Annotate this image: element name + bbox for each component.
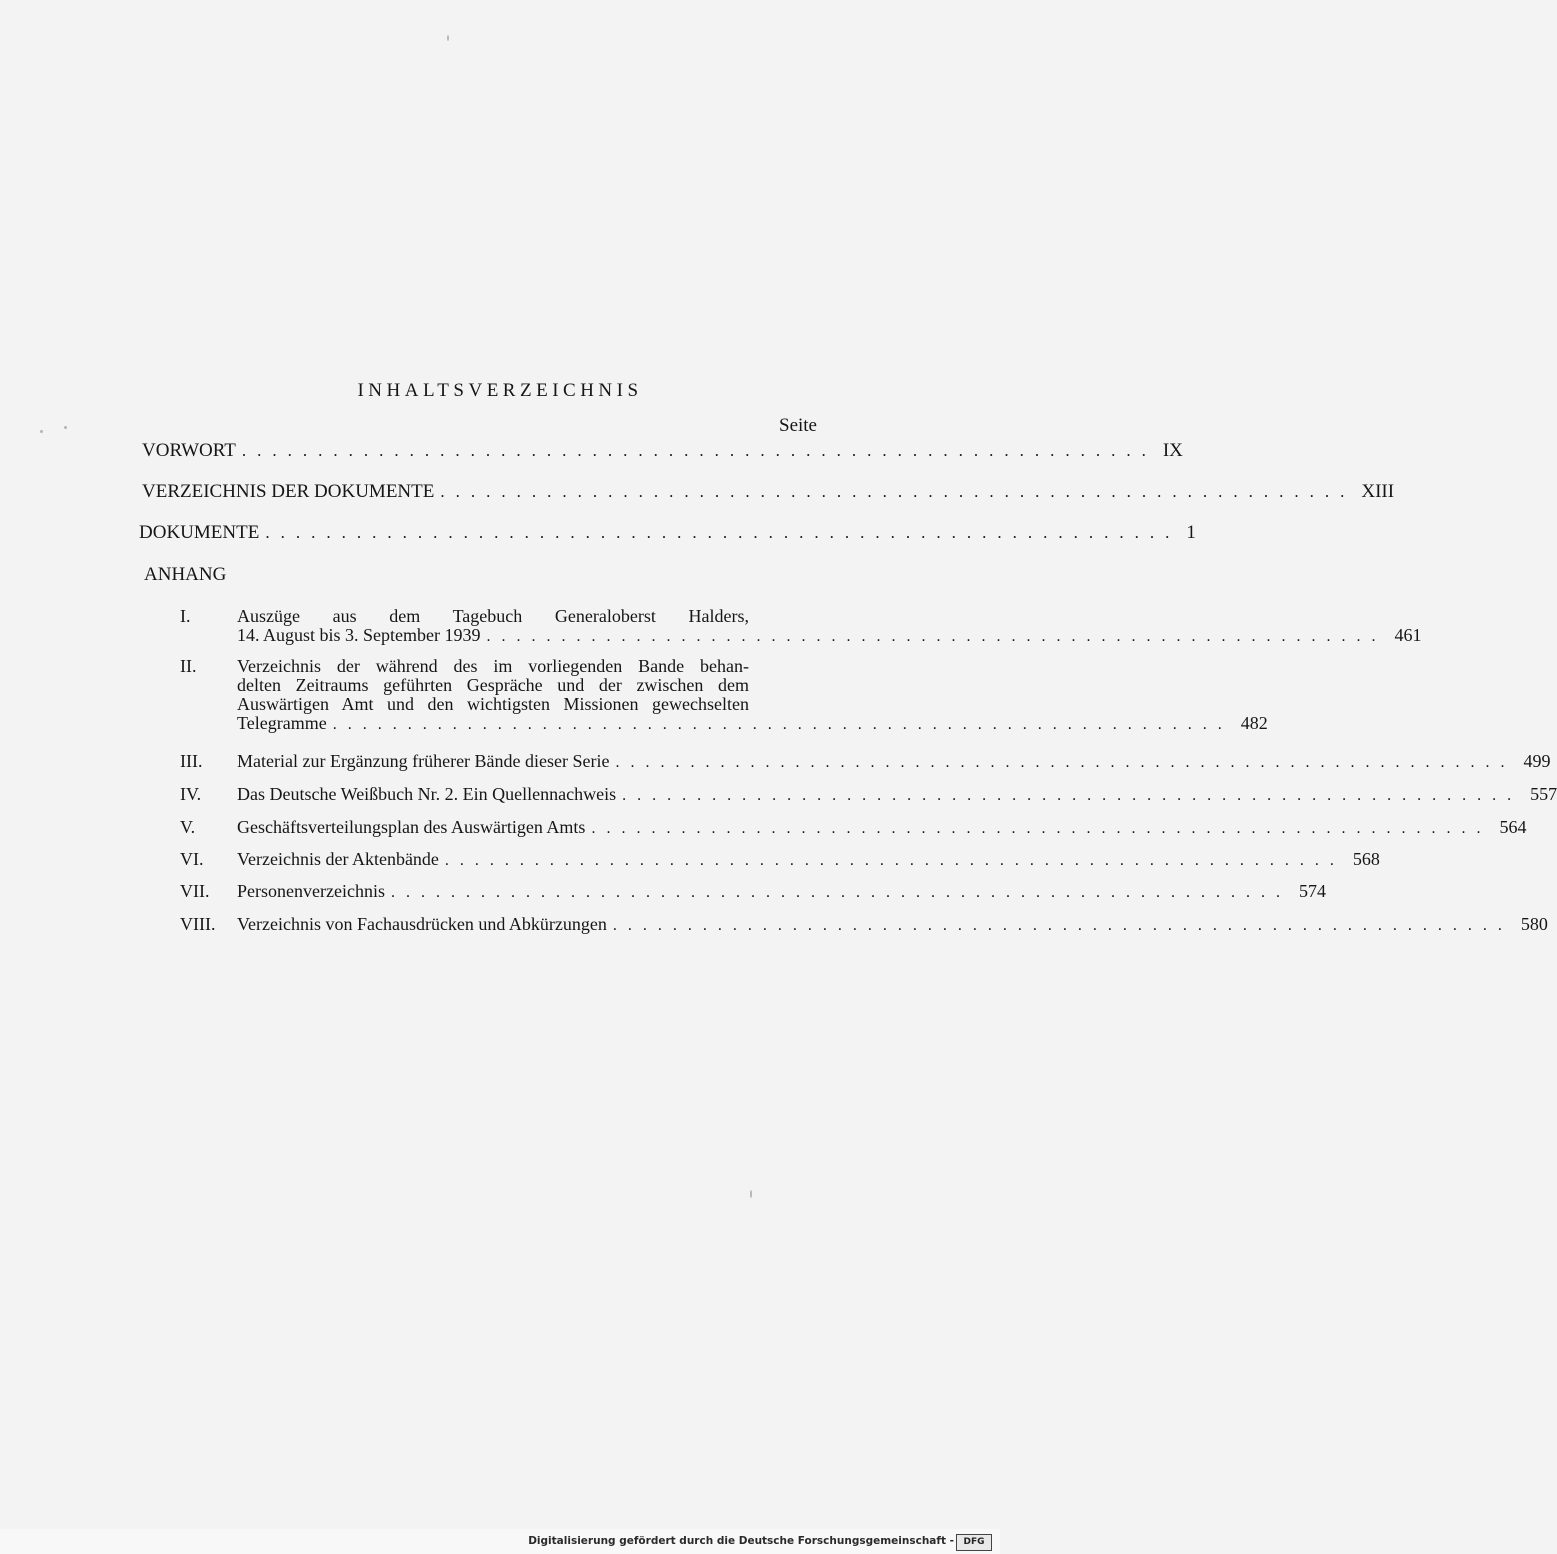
appendix-numeral: I. xyxy=(180,606,191,626)
appendix-numeral: III. xyxy=(180,751,203,771)
toc-entry-label: DOKUMENTE xyxy=(139,522,260,543)
toc-entry-dokumente xyxy=(139,522,1196,548)
toc-entry-page: IX xyxy=(1162,440,1183,461)
appendix-heading: ANHANG xyxy=(144,564,227,585)
dot-leader: ............................................................ xyxy=(591,820,1492,837)
dot-leader: ............................................................ xyxy=(332,716,1233,733)
appendix-numeral: II. xyxy=(180,656,197,676)
appendix-text-line: Das Deutsche Weißbuch Nr. 2. Ein Quellennachweis xyxy=(237,784,617,804)
appendix-page: 499 xyxy=(1523,751,1551,771)
dot-leader: ............................................................ xyxy=(615,754,1516,771)
dot-leader: ............................................................ xyxy=(265,523,1181,542)
toc-entry-verzeichnis-der-dokumente xyxy=(142,481,1395,507)
appendix-text-line: Telegramme xyxy=(237,713,327,733)
appendix-text-line: Material zur Ergänzung früherer Bände dieser Serie xyxy=(237,751,610,771)
appendix-numeral: IV. xyxy=(180,784,202,804)
scan-speck xyxy=(750,1190,752,1198)
dot-leader: ............................................................ xyxy=(612,917,1513,934)
dot-leader: ............................................................ xyxy=(390,884,1291,901)
appendix-text-line: Geschäftsverteilungsplan des Auswärtigen Amts xyxy=(237,817,586,837)
appendix-text-line: Verzeichnis von Fachausdrücken und Abkürzungen xyxy=(237,914,607,934)
dot-leader: ............................................................ xyxy=(622,787,1523,804)
dot-leader: ............................................................ xyxy=(440,482,1356,501)
appendix-numeral: VIII. xyxy=(180,914,216,934)
appendix-page: 574 xyxy=(1298,881,1326,901)
appendix-item-viii xyxy=(180,914,1548,937)
appendix-page: 580 xyxy=(1520,914,1548,934)
appendix-item-i xyxy=(180,606,1422,647)
appendix-text-line: Verzeichnis der während des im vorliegenden Bande behan- xyxy=(237,656,749,676)
dot-leader: ............................................................ xyxy=(486,628,1387,645)
scan-speck xyxy=(447,35,449,41)
appendix-item-ii xyxy=(180,656,1268,737)
toc-entry-label: VORWORT xyxy=(142,440,236,461)
appendix-text-line: Personenverzeichnis xyxy=(237,881,385,901)
appendix-text-line: 14. August bis 3. September 1939 xyxy=(237,625,481,645)
appendix-text-line: delten Zeitraums geführten Gespräche und der zwischen dem xyxy=(237,675,749,695)
appendix-page: 568 xyxy=(1352,849,1380,869)
appendix-text-line: Auswärtigen Amt und den wichtigsten Missionen gewechselten xyxy=(237,694,749,714)
appendix-item-vii xyxy=(180,881,1326,904)
appendix-page: 557 xyxy=(1530,784,1557,804)
appendix-text-line: Auszüge aus dem Tagebuch Generaloberst Halders, xyxy=(237,606,749,626)
appendix-numeral: V. xyxy=(180,817,196,837)
appendix-numeral: VI. xyxy=(180,849,204,869)
appendix-page: 482 xyxy=(1240,713,1268,733)
digitization-footer xyxy=(0,1529,1000,1554)
dot-leader: ............................................................ xyxy=(241,441,1157,460)
scan-speck xyxy=(40,430,43,433)
dfg-logo: DFG xyxy=(956,1534,992,1551)
dot-leader: ............................................................ xyxy=(444,852,1345,869)
appendix-item-iii xyxy=(180,751,1551,774)
toc-title: INHALTSVERZEICHNIS xyxy=(357,380,643,401)
toc-entry-page: XIII xyxy=(1361,481,1395,502)
toc-entry-vorwort xyxy=(142,440,1183,466)
page-column-header: Seite xyxy=(779,415,817,436)
appendix-page: 564 xyxy=(1499,817,1527,837)
funding-credit: Digitalisierung gefördert durch die Deutsche Forschungsgemeinschaft - xyxy=(528,1535,954,1547)
toc-entry-label: VERZEICHNIS DER DOKUMENTE xyxy=(142,481,435,502)
appendix-item-v xyxy=(180,817,1527,840)
appendix-item-iv xyxy=(180,784,1557,807)
scan-speck xyxy=(64,426,67,429)
appendix-numeral: VII. xyxy=(180,881,210,901)
appendix-page: 461 xyxy=(1394,625,1422,645)
appendix-text-line: Verzeichnis der Aktenbände xyxy=(237,849,439,869)
toc-entry-page: 1 xyxy=(1186,522,1196,543)
appendix-item-vi xyxy=(180,849,1380,872)
